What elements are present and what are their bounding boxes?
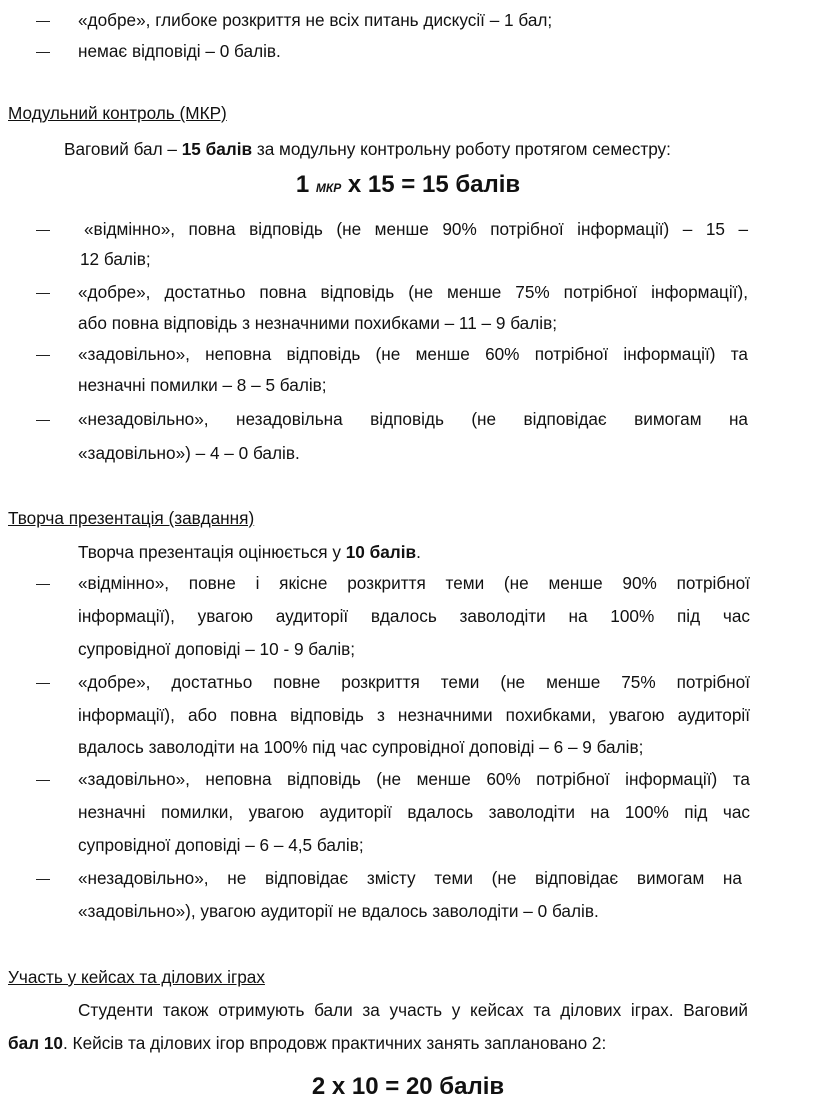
dash-icon: [36, 584, 50, 585]
dash-icon: [36, 52, 50, 53]
dash-icon: [36, 21, 50, 22]
mkr-intro-text-end: за модульну контрольну роботу протягом семестру:: [252, 139, 671, 159]
dash-icon: [36, 230, 50, 231]
mkr-intro: [64, 137, 671, 161]
list-item: «добре», глибоке розкриття не всіх питань дискусії – 1 бал;: [78, 10, 553, 30]
presentation-intro: [78, 540, 421, 564]
list-item-continuation: «задовільно») – 4 – 0 балів.: [78, 443, 300, 463]
dash-icon: [36, 879, 50, 880]
mkr-intro-text: Ваговий бал –: [64, 139, 182, 159]
mkr-formula: [0, 170, 816, 203]
presentation-intro-text: Творча презентація оцінюється у: [78, 542, 346, 562]
mkr-formula-result: х 15 = 15 балів: [341, 171, 521, 198]
section-heading-cases: Участь у кейсах та ділових іграх: [8, 967, 265, 987]
list-item-continuation: інформації), або повна відповідь з незначними похибками, увагою аудиторії: [78, 705, 750, 725]
list-item-continuation: супровідної доповіді – 10 - 9 балів;: [78, 639, 356, 659]
presentation-weight: 10 балів: [345, 542, 417, 562]
list-item: «задовільно», неповна відповідь (не менше 60% потрібної інформації) та: [78, 769, 750, 789]
mkr-weight: 15 балів: [181, 139, 253, 159]
list-item: «відмінно», повна відповідь (не менше 90% потрібної інформації) – 15 –: [84, 219, 748, 239]
dash-icon: [36, 683, 50, 684]
cases-weight: бал 10: [8, 1033, 63, 1053]
list-item: «добре», достатньо повна відповідь (не менше 75% потрібної інформації),: [78, 282, 748, 302]
list-item: «задовільно», неповна відповідь (не менше 60% потрібної інформації) та: [78, 344, 748, 364]
list-item: «добре», достатньо повне розкриття теми (не менше 75% потрібної: [78, 672, 750, 692]
cases-formula: 2 х 10 = 20 балів: [311, 1073, 505, 1100]
presentation-intro-end: .: [416, 542, 421, 562]
list-item: «відмінно», повне і якісне розкриття теми (не менше 90% потрібної: [78, 573, 750, 593]
section-heading-presentation: Творча презентація (завдання): [8, 508, 255, 528]
list-item-continuation: незначні помилки – 8 – 5 балів;: [78, 375, 327, 395]
list-item: немає відповіді – 0 балів.: [78, 41, 281, 61]
list-item-continuation: 12 балів;: [80, 249, 151, 269]
list-item: «незадовільно», не відповідає змісту теми (не відповідає вимогам на: [78, 868, 742, 888]
list-item-continuation: або повна відповідь з незначними похибками – 11 – 9 балів;: [78, 313, 557, 333]
list-item-continuation: «задовільно»), увагою аудиторії не вдалось заволодіти – 0 балів.: [78, 901, 599, 921]
cases-paragraph-line: Студенти також отримують бали за участь у кейсах та ділових іграх. Ваговий: [78, 1000, 748, 1020]
dash-icon: [36, 420, 50, 421]
list-item-continuation: незначні помилки, увагою аудиторії вдалось заволодіти на 100% під час: [78, 802, 750, 822]
section-heading-mkr: Модульний контроль (МКР): [8, 103, 227, 123]
list-item-continuation: інформації), увагою аудиторії вдалось заволодіти на 100% під час: [78, 606, 750, 626]
cases-paragraph-line: [8, 1031, 606, 1055]
list-item-continuation: вдалось заволодіти на 100% під час супровідної доповіді – 6 – 9 балів;: [78, 737, 644, 757]
dash-icon: [36, 293, 50, 294]
dash-icon: [36, 355, 50, 356]
list-item-continuation: супровідної доповіді – 6 – 4,5 балів;: [78, 835, 364, 855]
mkr-formula-subscript: МКР: [315, 181, 342, 195]
cases-paragraph-end: . Кейсів та ділових ігор впродовж практичних занять заплановано 2:: [63, 1033, 607, 1053]
mkr-formula-count: 1: [295, 171, 316, 198]
dash-icon: [36, 780, 50, 781]
list-item: «незадовільно», незадовільна відповідь (не відповідає вимогам на: [78, 409, 748, 429]
